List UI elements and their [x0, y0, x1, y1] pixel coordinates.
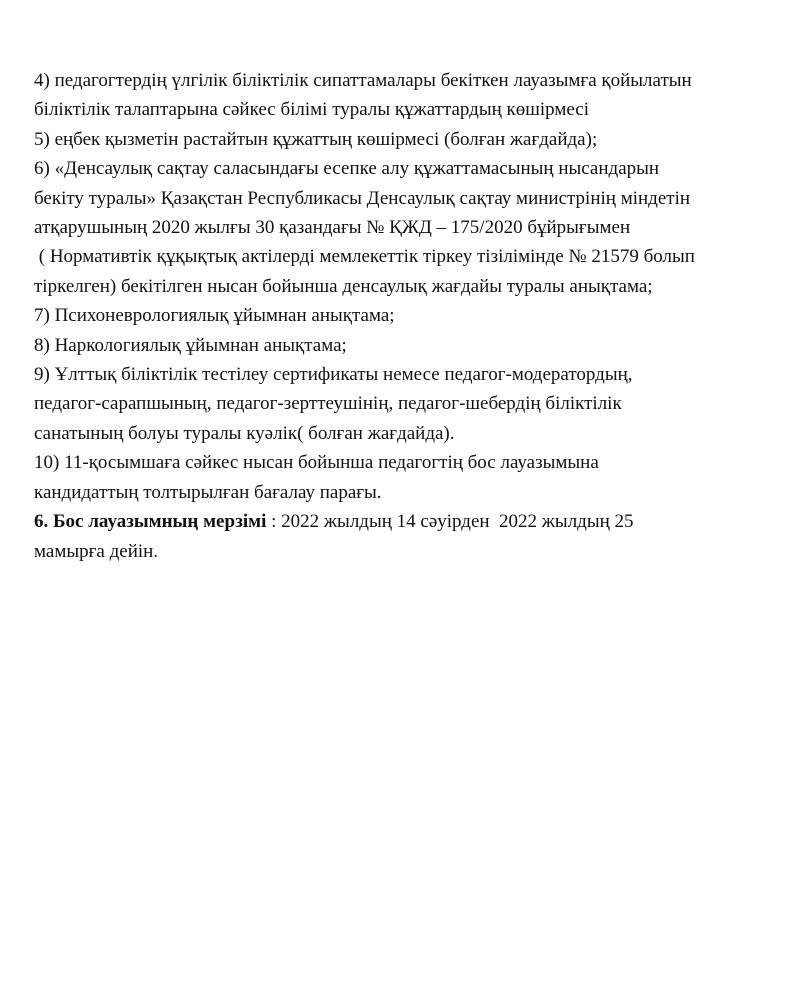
- deadline-continuation: мамырға дейін.: [34, 540, 159, 562]
- list-item-10-line-2: кандидаттың толтырылған бағалау парағы.: [34, 481, 382, 503]
- list-item-6-line-1: 6) «Денсаулық сақтау саласындағы есепке алу құжаттамасының нысандарын: [34, 158, 660, 180]
- list-item-10-line-1: 10) 11-қосымшаға сәйкес нысан бойынша педагогтің бос лауазымына: [34, 452, 599, 474]
- list-item-5: 5) еңбек қызметін растайтын құжаттың көшірмесі (болған жағдайда);: [34, 128, 598, 150]
- list-item-4-line-1: 4) педагогтердің үлгілік біліктілік сипаттамалары бекіткен лауазымға қойылатын: [34, 70, 692, 91]
- list-item-6-line-5: тіркелген) бекітілген нысан бойынша денсаулық жағдайы туралы анықтама;: [34, 275, 653, 297]
- list-item-9-line-1: 9) Ұлттық біліктілік тестілеу сертификаты немесе педагог-модератордың,: [34, 364, 633, 386]
- document-body: [34, 66, 799, 566]
- deadline-label: 6. Бос лауазымның мерзімі: [34, 511, 267, 533]
- list-item-6-line-4: ( Нормативтік құқықтық актілерді мемлекеттік тіркеу тізілімінде № 21579 болып: [34, 246, 695, 268]
- list-item-7: 7) Психоневрологиялық ұйымнан анықтама;: [34, 305, 395, 327]
- deadline-line: [34, 507, 799, 536]
- list-item-8: 8) Наркологиялық ұйымнан анықтама;: [34, 334, 347, 356]
- list-item-6-line-2: бекіту туралы» Қазақстан Республикасы Денсаулық сақтау министрінің міндетін: [34, 187, 691, 209]
- list-item-9-line-2: педагог-сарапшының, педагог-зерттеушінің, педагог-шебердің біліктілік: [34, 393, 622, 415]
- deadline-text: : 2022 жылдың 14 сәуірден 2022 жылдың 25: [266, 511, 634, 533]
- list-item-4-line-2: біліктілік талаптарына сәйкес білімі туралы құжаттардың көшірмесі: [34, 99, 590, 121]
- list-item-9-line-3: санатының болуы туралы куәлік( болған жағдайда).: [34, 422, 455, 444]
- list-item-6-line-3: атқарушының 2020 жылғы 30 қазандағы № ҚЖД – 175/2020 бұйрығымен: [34, 217, 631, 239]
